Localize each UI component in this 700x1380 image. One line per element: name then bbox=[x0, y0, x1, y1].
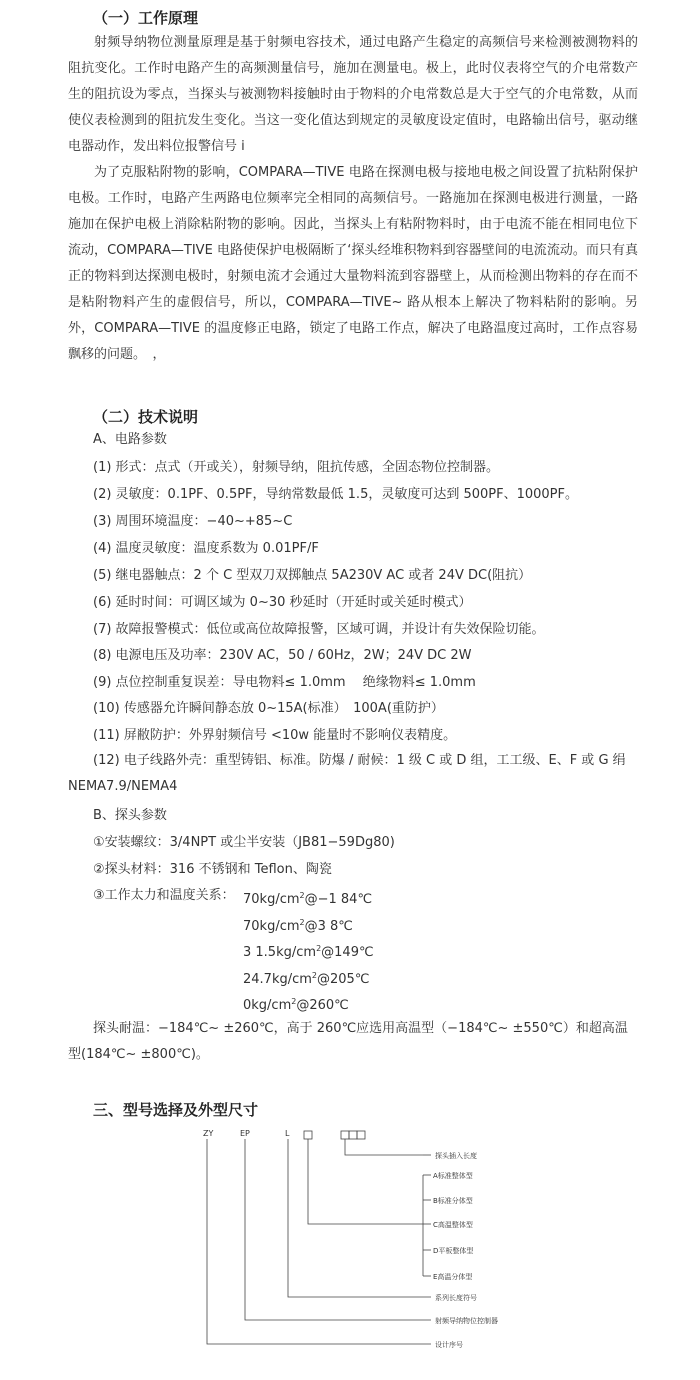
connector-line bbox=[345, 1139, 423, 1155]
spec-item: (1) 形式：点式（开或关），射频导纳，阻抗传感，全固态物位控制器。 bbox=[93, 460, 500, 475]
code-box bbox=[349, 1131, 357, 1139]
code-ep: EP bbox=[240, 1129, 250, 1138]
subsection-title-circuit-params: A、电路参数 bbox=[93, 432, 167, 447]
paragraph-principle-2: 为了克服粘附物的影响，COMPARA—TIVE 电路在探测电极与接地电极之间设置了抗粘附保护电极。工作时，电路产生两路电位频率完全相同的高频信号。一路施加在探测电极进行测量，一路施加在保护电极上消除粘附物的影响。因此，当探头上有粘附物料时，由于电流不能在相同电位下流动，COMPARA—TIVE 电路使保护电极隔断了‘探头经堆积物料到容器壁间的电流流动。而只有真正的物料到达探测电极时，射频电流才会通过大量物料流到容器壁上，从而检测出物料的存在而不是粘附物料产生的虚假信号，所以，COMPARA—TIVE~ 路从根本上解决了物料粘附的影响。另外，COMPARA—TIVE 的温度修正电路，锁定了电路工作点，解决了电路温度过高时，工作点容易飘移的问题。 ， bbox=[68, 165, 638, 362]
pressure-temp-row: $70kg/cm^2@-1$ 84℃ bbox=[243, 891, 373, 907]
subsection-title-probe-params: B、探头参数 bbox=[93, 808, 167, 823]
spec-item-enclosure: (12) 电子线路外壳：重型铸铝、标准。防爆 / 耐候：1 级 C 或 D 组，工工级、E、F 或 G 绢 NEMA7.9/NEMA4 bbox=[68, 753, 626, 794]
spec-item: (11) 屏敝防护：外界射频信号 <10w 能量时不影响仪表精度。 bbox=[93, 728, 457, 743]
pressure-temp-row: $24.7kg/cm^2@205℃$ bbox=[243, 971, 370, 987]
connector-line bbox=[308, 1139, 423, 1224]
diagram-label: B标准分体型 bbox=[433, 1197, 473, 1205]
diagram-label: C高温整体型 bbox=[433, 1221, 473, 1229]
section-title-technical-specs: （二）技术说明 bbox=[93, 408, 199, 426]
diagram-label: A标准整体型 bbox=[433, 1172, 473, 1180]
code-box bbox=[341, 1131, 349, 1139]
section-title-model-selection: 三、型号选择及外型尺寸 bbox=[93, 1101, 259, 1119]
pressure-temp-row: 3 $1.5kg/cm^2@149℃$ bbox=[243, 944, 374, 960]
code-l: L bbox=[285, 1129, 290, 1138]
diagram-label: 设计序号 bbox=[435, 1341, 463, 1349]
spec-item: (3) 周围环境温度：−40~+85~C bbox=[93, 514, 293, 529]
diagram-label: 探头插入长度 bbox=[435, 1152, 477, 1160]
paragraph-principle-1: 射频导纳物位测量原理是基于射频电容技术，通过电路产生稳定的高频信号来检测被测物料的阻抗变化。工作时电路产生的高频测量信号，施加在测量电。极上，此时仪表将空气的介电常数产生的阻抗设为零点，当探头与被测物料接触时由于物料的介电常数总是大于空气的介电常数，从而使仪表检测到的阻抗发生变化。当这一变化值达到规定的灵敏度设定值时，电路输出信号，驱动继电器动作，发出料位报警信号 i bbox=[68, 35, 638, 154]
connector-line bbox=[207, 1139, 431, 1344]
pressure-temp-row: $70kg/cm^2@3$ 8℃ bbox=[243, 918, 353, 934]
code-zy: ZY bbox=[203, 1129, 214, 1138]
probe-item-material: ②探头材料：316 不锈钢和 Teflon、陶瓷 bbox=[93, 862, 332, 877]
probe-temperature-note: 探头耐温：−184℃~ ±260℃，高于 260℃应选用高温型（−184℃~ ±550℃）和超高温型(184℃~ ±800℃)。 bbox=[68, 1021, 628, 1062]
spec-item: (10) 传感器允许瞬间静态放 0~15A(标准） 100A(重防护） bbox=[93, 701, 444, 716]
spec-item: (4) 温度灵敏度：温度系数为 0.01PF/F bbox=[93, 541, 319, 556]
spec-item: (8) 电源电压及功率：230V AC，50 / 60Hz，2W；24V DC 2W bbox=[93, 648, 472, 663]
connector-line bbox=[288, 1139, 431, 1297]
code-box bbox=[357, 1131, 365, 1139]
spec-item: (9) 点位控制重复误差：导电物料≤ 1.0mm 绝缘物料≤ 1.0mm bbox=[93, 675, 476, 690]
model-selection-diagram bbox=[195, 1120, 515, 1360]
spec-item: (2) 灵敏度：0.1PF、0.5PF，导纳常数最低 1.5，灵敏度可达到 500PF、1000PF。 bbox=[93, 487, 578, 502]
spec-item: (6) 延时时间：可调区域为 0~30 秒延时（开延时或关延时模式） bbox=[93, 595, 472, 610]
connector-line bbox=[245, 1139, 431, 1320]
pressure-temp-row: $0kg/cm^2@260℃$ bbox=[243, 997, 349, 1013]
diagram-label: 系列长度符号 bbox=[435, 1294, 477, 1302]
probe-item-thread: ①安装螺纹：3/4NPT 或尘半安装（JB81−59Dg80) bbox=[93, 835, 395, 850]
diagram-label: 射频导纳物位控制器 bbox=[435, 1317, 498, 1325]
spec-item: (5) 继电器触点：2 个 C 型双刀双掷触点 5A230V AC 或者 24V DC(阻抗） bbox=[93, 568, 532, 583]
probe-item-pressure-label: ③工作太力和温度关系： bbox=[93, 888, 235, 903]
section-title-working-principle: （一）工作原理 bbox=[93, 9, 199, 27]
spec-item: (7) 故障报警模式：低位或高位故障报警，区域可调，并设计有失效保险切能。 bbox=[93, 622, 545, 637]
diagram-label: D平板整体型 bbox=[433, 1247, 474, 1255]
diagram-label: E高温分体型 bbox=[433, 1273, 473, 1281]
code-box bbox=[304, 1131, 312, 1139]
